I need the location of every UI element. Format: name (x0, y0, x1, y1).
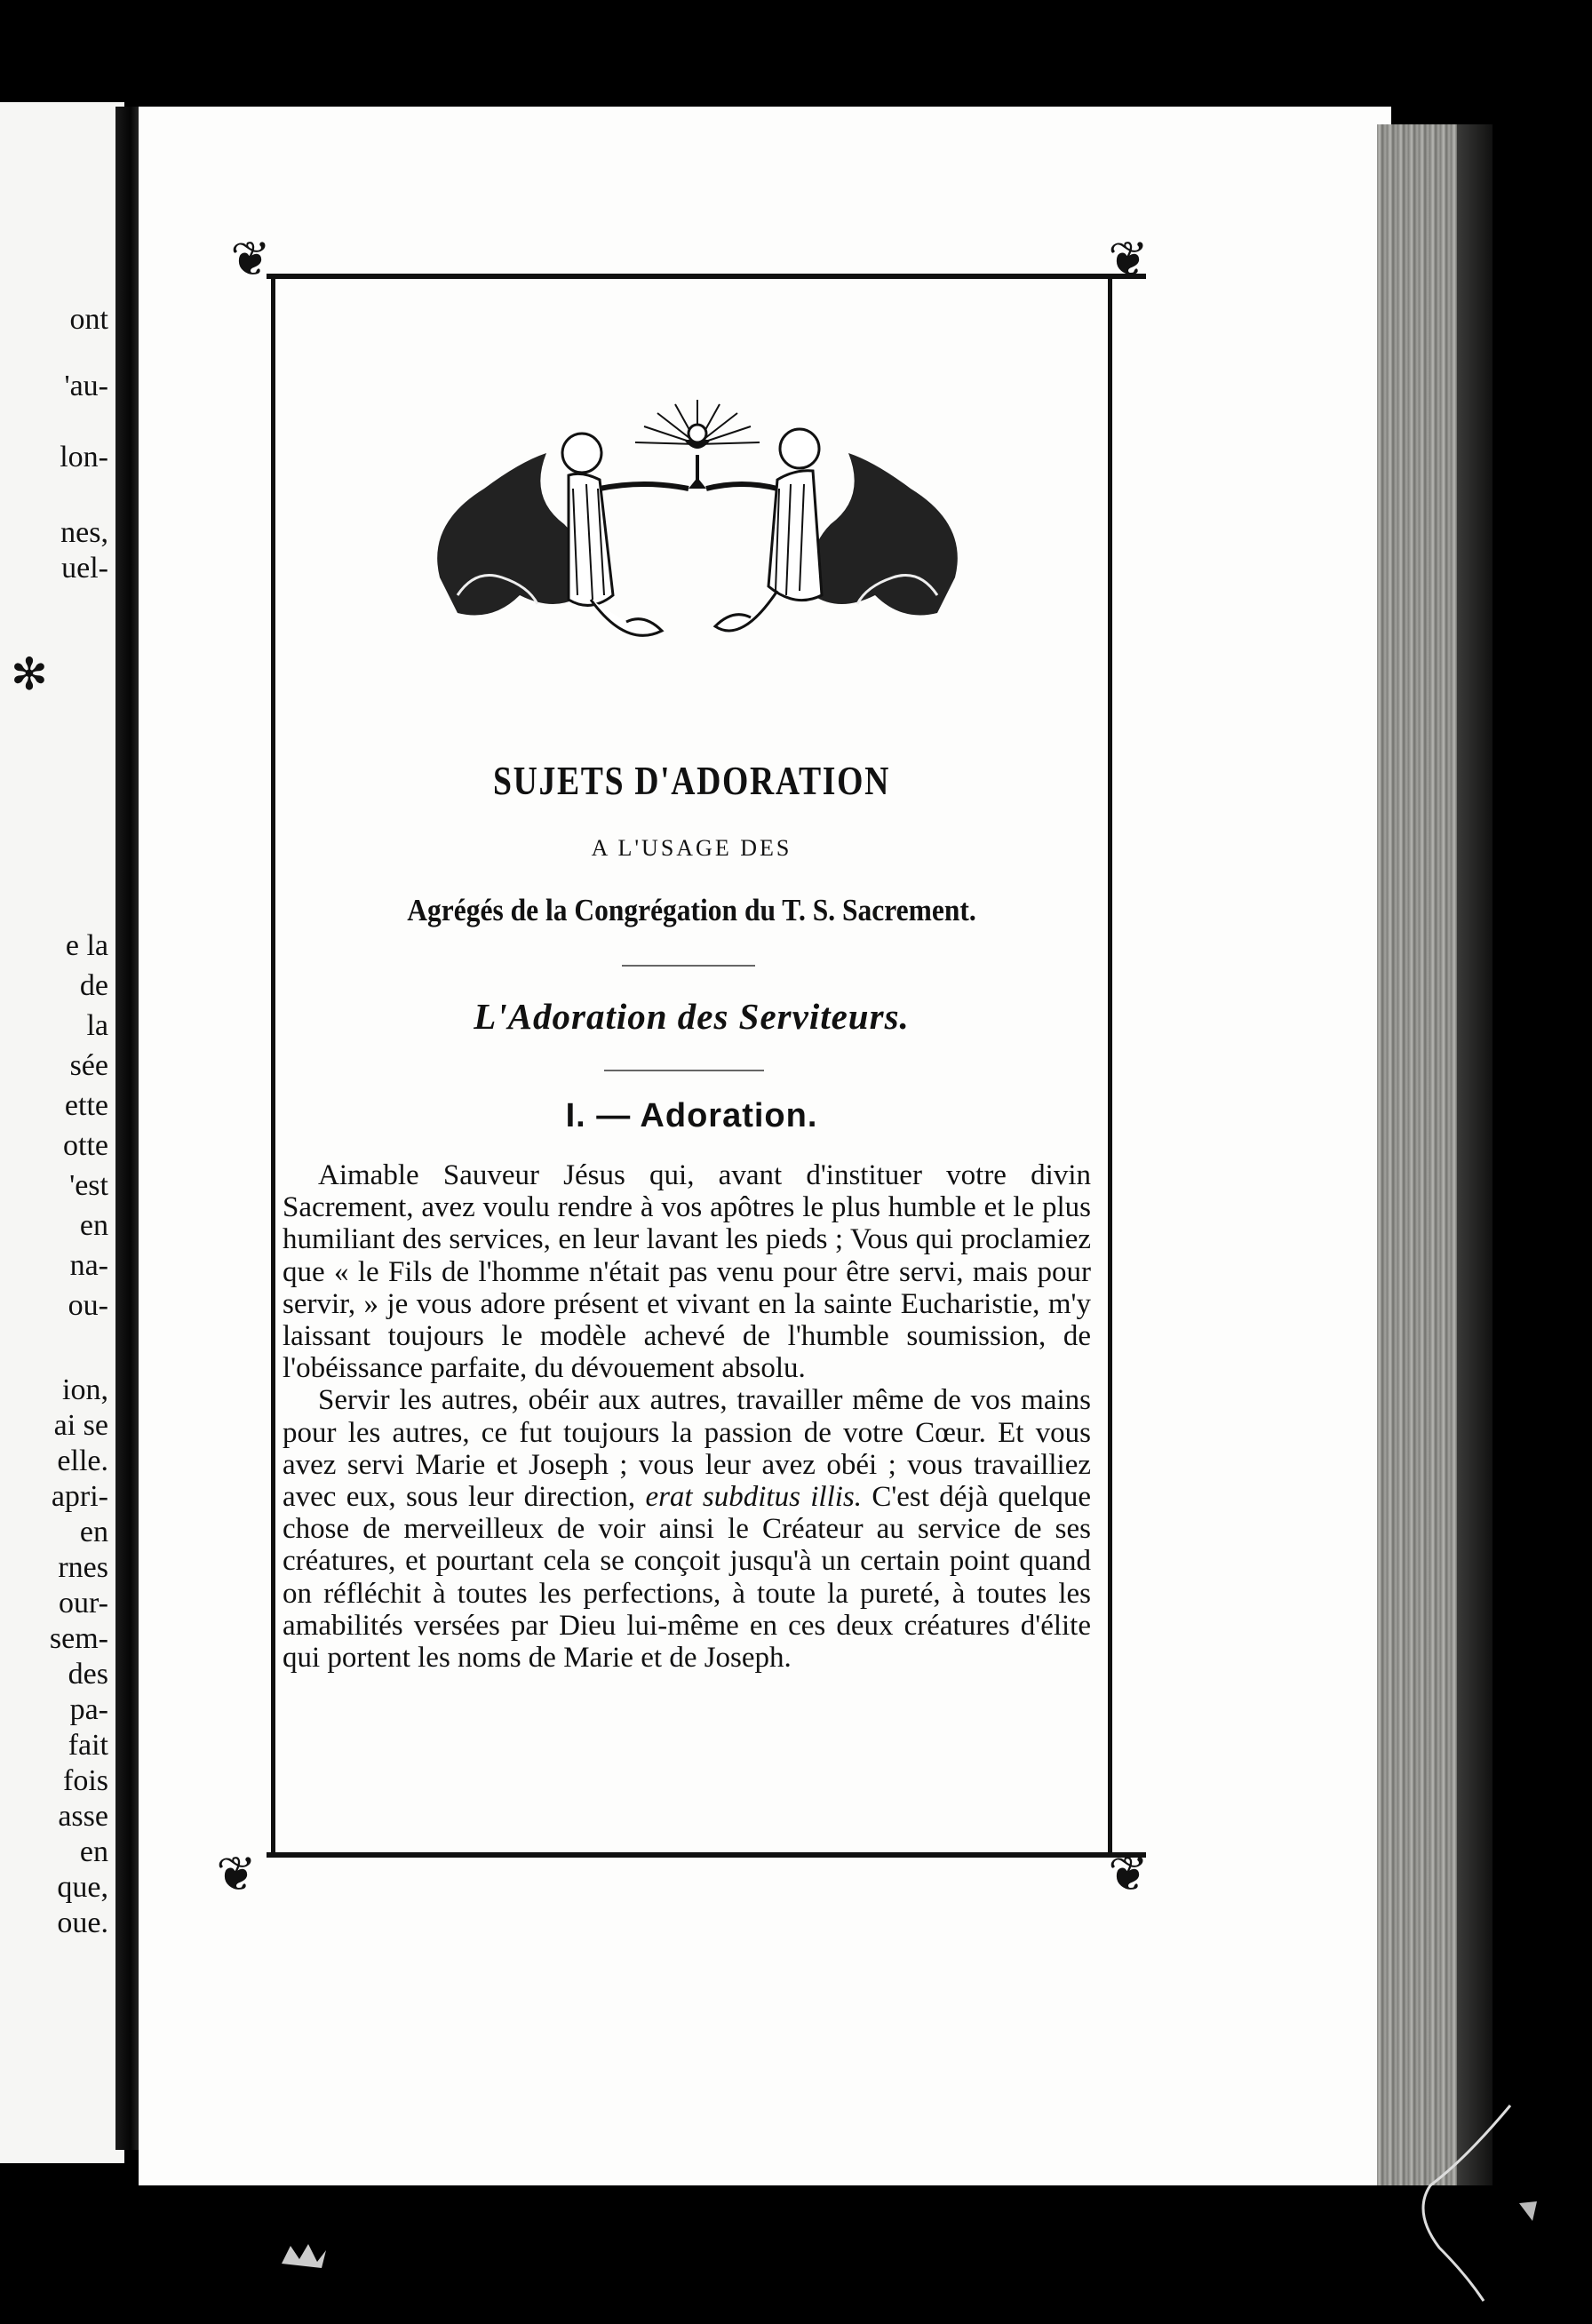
left-page-text-fragment: en (79, 1516, 108, 1548)
left-page-text-fragment: oue. (57, 1906, 108, 1939)
frame-left-border (271, 274, 275, 1858)
frame-right-border (1108, 274, 1112, 1858)
left-page-text-fragment: elle. (57, 1445, 108, 1477)
left-page-text-fragment: nes, (60, 516, 108, 549)
smudge-mark (277, 2237, 330, 2272)
divider-rule (622, 965, 755, 967)
star-ornament-icon: ✻ (11, 649, 48, 699)
vine-leaf-corner-icon: ❦ (1108, 1848, 1149, 1901)
scratch-mark (1413, 2097, 1519, 2310)
latin-quote: erat subditus illis. (645, 1481, 863, 1514)
left-page-text-fragment: otte (63, 1129, 108, 1162)
left-page-fragment (0, 102, 124, 2163)
page-title: SUJETS D'ADORATION (493, 758, 890, 803)
paragraph-text: Servir les autres, obéir aux autres, travailler même de vos mains pour les autres, ce fut toujours la passion de votre Cœur. Et vous avez servi Marie et Joseph ; vous leur avez obéi ; vous travailliez avec eux, sous leur direction, (283, 1384, 1091, 1514)
vine-leaf-corner-icon: ❦ (216, 1848, 257, 1901)
body-text (283, 1159, 1091, 1674)
page-subtitle-congregation: Agrégés de la Congrégation du T. S. Sacrement. (407, 893, 976, 927)
left-page-text-fragment: ou- (68, 1289, 108, 1322)
left-page-text-fragment: apri- (51, 1480, 108, 1513)
smudge-mark (1510, 2194, 1546, 2230)
left-page-text-fragment: 'est (69, 1169, 108, 1202)
left-page-text-fragment: ette (64, 1089, 108, 1122)
vine-leaf-corner-icon: ❦ (1108, 233, 1149, 286)
frame-top-border (267, 274, 1146, 279)
left-page-text-fragment: na- (69, 1249, 108, 1282)
subsection-heading: I. — Adoration. (565, 1097, 818, 1134)
left-page-text-fragment: ai se (53, 1409, 108, 1442)
frame-bottom-border (267, 1852, 1146, 1858)
left-page-text-fragment: rnes (58, 1551, 108, 1584)
left-page-text-fragment: e la (65, 929, 108, 962)
left-page-text-fragment: en (79, 1835, 108, 1868)
left-page-text-fragment: fait (68, 1729, 108, 1762)
paragraph-text: C'est déjà quelque chose de merveilleux de voir ainsi le Créateur au service de ses créatures, et pourtant cela se conçoit jusqu'à un certain point quand on réfléchit à toutes les perfections, à toute la pureté, à toutes les amabilités versées par Dieu lui-même en ces deux créatures d'élite qui portent les noms de Marie et de Joseph. (283, 1481, 1091, 1675)
left-page-text-fragment: sée (69, 1049, 108, 1082)
paragraph (283, 1384, 1091, 1674)
section-title: L'Adoration des Serviteurs. (474, 996, 910, 1037)
left-page-text-fragment: uel- (61, 552, 108, 585)
left-page-text-fragment: fois (63, 1764, 108, 1797)
book-cover-edge (1457, 124, 1492, 2185)
book-gutter (115, 107, 140, 2150)
left-page-text-fragment: la (86, 1009, 108, 1042)
angels-with-chalice-illustration (422, 391, 973, 657)
paragraph: Aimable Sauveur Jésus qui, avant d'instituer votre divin Sacrement, avez voulu rendre à vos apôtres le plus humble et le plus humiliant des services, en leur lavant les pieds ; Vous qui proclamiez que « le Fils de l'homme n'était pas venu pour être servi, mais pour servir, » je vous adore présent et vivant en la sainte Eucharistie, m'y laissant toujours le modèle achevé de l'humble soumission, de l'obéissance parfaite, du dévouement absolu. (283, 1159, 1091, 1385)
left-page-text-fragment: de (79, 969, 108, 1002)
left-page-text-fragment: ion, (62, 1373, 108, 1406)
left-page-text-fragment: sem- (49, 1622, 108, 1655)
left-page-text-fragment: asse (58, 1800, 108, 1833)
left-page-text-fragment: pa- (69, 1693, 108, 1726)
left-page-text-fragment: en (79, 1209, 108, 1242)
vine-leaf-corner-icon: ❦ (230, 233, 271, 286)
left-page-text-fragment: lon- (60, 441, 108, 474)
divider-rule (604, 1070, 764, 1071)
left-page-text-fragment: que, (57, 1871, 108, 1904)
page-subtitle: A L'USAGE DES (591, 835, 792, 861)
left-page-text-fragment: des (68, 1658, 108, 1691)
left-page-text-fragment: 'au- (64, 370, 108, 402)
left-page-text-fragment: our- (59, 1587, 108, 1620)
left-page-text-fragment: ont (69, 303, 108, 336)
